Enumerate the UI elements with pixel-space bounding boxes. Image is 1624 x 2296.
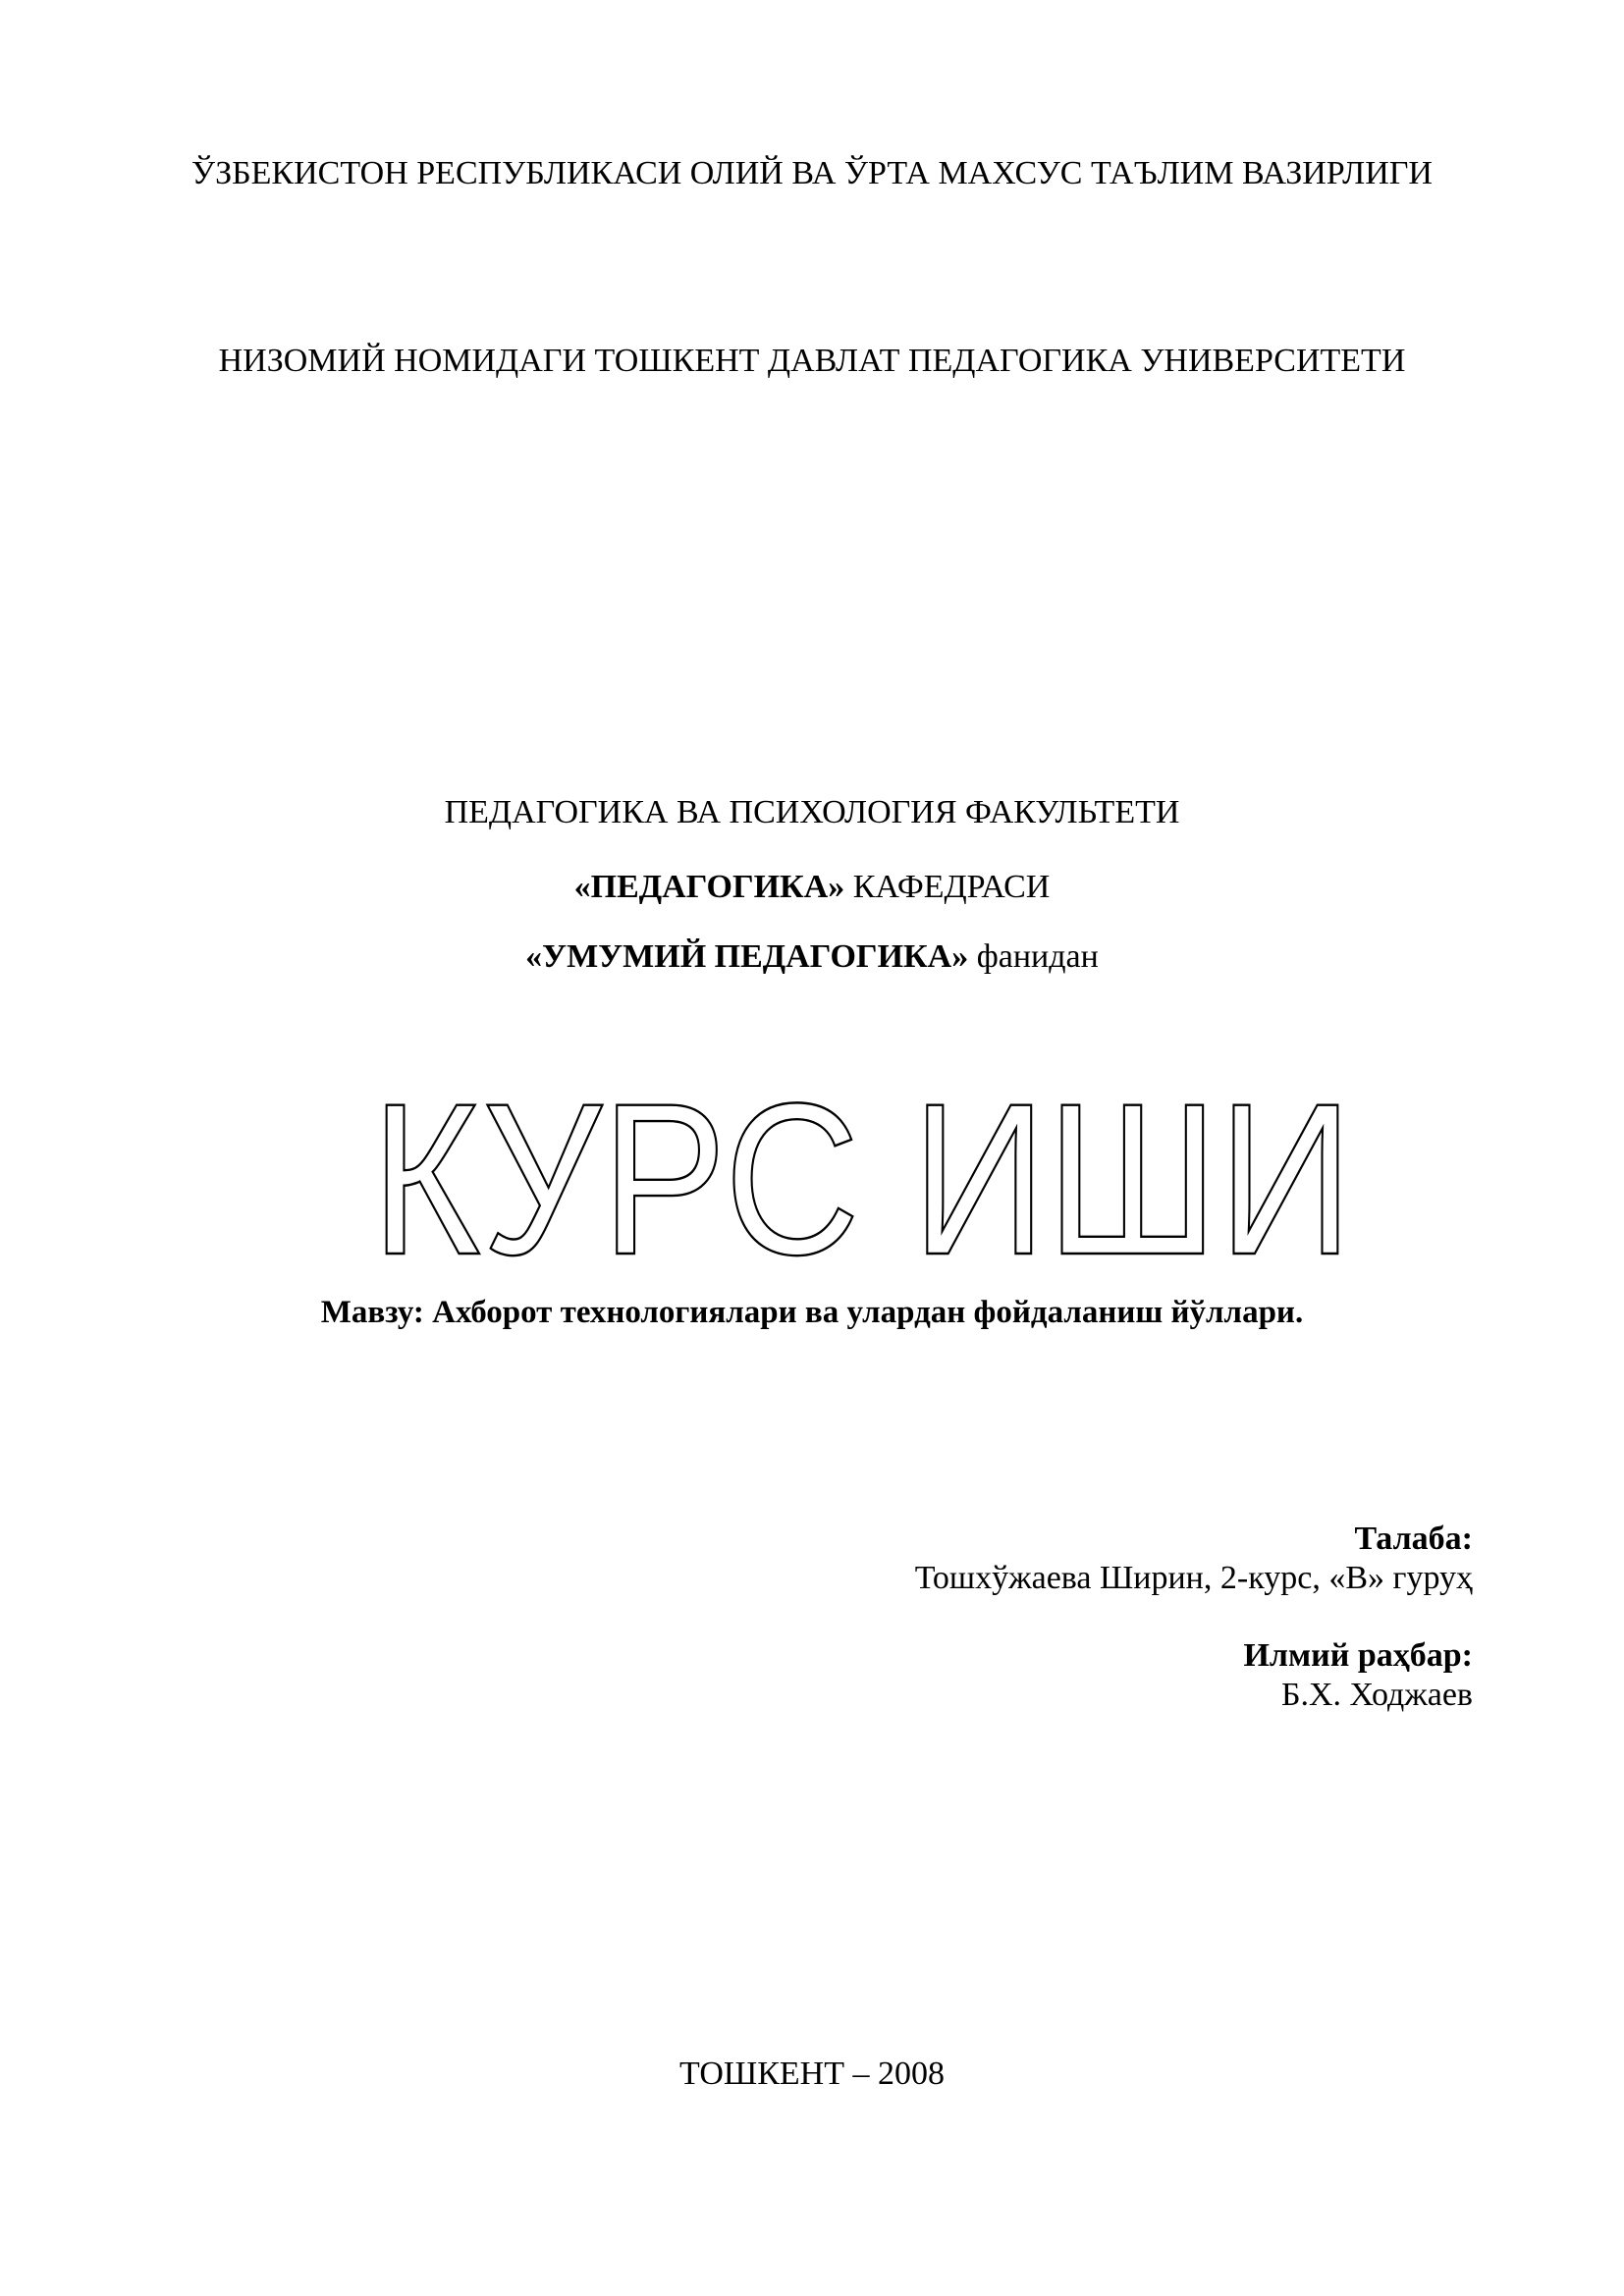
city-year: ТОШКЕНТ – 2008 bbox=[679, 2056, 945, 2092]
ministry-heading: ЎЗБЕКИСТОН РЕСПУБЛИКАСИ ОЛИЙ ВА ЎРТА МАХСУС ТАЪЛИМ ВАЗИРЛИГИ bbox=[191, 155, 1433, 191]
faculty-heading: ПЕДАГОГИКА ВА ПСИХОЛОГИЯ ФАКУЛЬТЕТИ bbox=[444, 794, 1180, 830]
department-heading bbox=[0, 868, 1624, 907]
department-name: «ПЕДАГОГИКА» bbox=[573, 869, 845, 905]
university-heading: НИЗОМИЙ НОМИДАГИ ТОШКЕНТ ДАВЛАТ ПЕДАГОГИКА УНИВЕРСИТЕТИ bbox=[218, 343, 1406, 379]
student-block bbox=[915, 1520, 1473, 1598]
student-details: Тошхўжаева Ширин, 2-курс, «В» гуруҳ bbox=[914, 1560, 1473, 1596]
student-label: Талаба: bbox=[1354, 1521, 1473, 1557]
advisor-block bbox=[1243, 1636, 1473, 1715]
advisor-name: Б.Х. Ходжаев bbox=[1280, 1677, 1473, 1713]
department-suffix: КАФЕДРАСИ bbox=[844, 869, 1051, 905]
document-title-text: КУРС ИШИ bbox=[371, 1062, 1353, 1278]
subject-suffix: фанидан bbox=[968, 938, 1099, 975]
subject-name: «УМУМИЙ ПЕДАГОГИКА» bbox=[525, 938, 969, 975]
advisor-label: Илмий раҳбар: bbox=[1243, 1637, 1473, 1674]
document-title bbox=[0, 1062, 1624, 1278]
document-title-graphic bbox=[0, 1062, 1624, 1278]
subject-heading bbox=[0, 937, 1624, 977]
topic-line: Мавзу: Ахборот технологиялари ва улардан фойдаланиш йўллари. bbox=[320, 1295, 1304, 1330]
